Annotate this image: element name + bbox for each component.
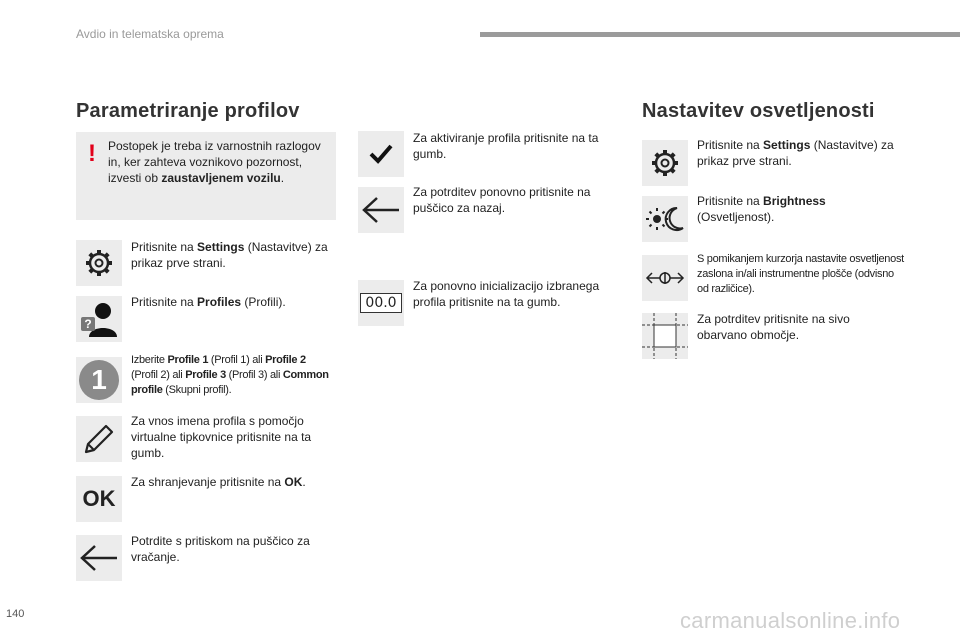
- brightness-slider[interactable]: [642, 255, 688, 301]
- ok-button[interactable]: [76, 476, 122, 522]
- step-select-profile-text: Izberite Profile 1 (Profil 1) ali Profile 2 (Profil 2) ali Profile 3 (Profil 3) ali Common profile (Skupni profil).: [131, 354, 329, 396]
- step-profiles-text: Pritisnite na Profiles (Profili).: [131, 295, 286, 309]
- reset-profile-button[interactable]: [358, 280, 404, 326]
- section-header: Avdio in telematska oprema: [76, 27, 224, 41]
- step-reset-text: Za ponovno inicializacijo izbranega profila pritisnite na ta gumb.: [413, 279, 600, 309]
- back-button[interactable]: [76, 535, 122, 581]
- back-arrow-icon: [79, 543, 119, 573]
- selection-area-icon: [642, 313, 688, 359]
- pencil-icon: [82, 422, 116, 456]
- activate-profile-button[interactable]: [358, 131, 404, 177]
- check-icon: [368, 143, 394, 165]
- warning-text: Postopek je treba iz varnostnih razlogov in, ker zahteva voznikovo pozornost, izvesti ob zaustavljenem vozilu.: [108, 139, 321, 185]
- edit-name-button[interactable]: [76, 416, 122, 462]
- step-brightness-settings-text: Pritisnite na Settings (Nastavitve) za prikaz prve strani.: [697, 138, 894, 168]
- step-save-text: Za shranjevanje pritisnite na OK.: [131, 475, 306, 489]
- gear-icon: [84, 248, 114, 278]
- step-activate-text: Za aktiviranje profila pritisnite na ta gumb.: [413, 131, 599, 161]
- profile-icon: [79, 299, 119, 339]
- heading-profiles: Parametriranje profilov: [76, 100, 300, 122]
- confirm-area-button[interactable]: [642, 313, 688, 359]
- number-badge-icon: 1: [79, 360, 119, 400]
- page-number: 140: [6, 608, 25, 620]
- step-back-text: Potrdite s pritiskom na puščico za vračanje.: [131, 534, 310, 564]
- watermark: carmanualsonline.info: [680, 608, 901, 633]
- reset-counter-icon: 00.0: [360, 293, 401, 313]
- svg-text:?: ?: [84, 317, 92, 331]
- profiles-button[interactable]: [76, 296, 122, 342]
- step-settings-text: Pritisnite na Settings (Nastavitve) za prikaz prve strani.: [131, 240, 328, 270]
- warning-box: [76, 132, 336, 220]
- brightness-button[interactable]: [642, 196, 688, 242]
- warning-icon: !: [88, 140, 96, 167]
- step-slider-text: S pomikanjem kurzorja nastavite osvetljenost zaslona in/ali instrumentne plošče (odvisno od različice).: [697, 253, 904, 295]
- heading-brightness: Nastavitev osvetljenosti: [642, 100, 875, 122]
- settings-button-brightness[interactable]: [642, 140, 688, 186]
- gear-icon: [650, 148, 680, 178]
- profile-number-button[interactable]: [76, 357, 122, 403]
- step-confirm-back-text: Za potrditev ponovno pritisnite na puščico za nazaj.: [413, 185, 591, 215]
- step-brightness-text: Pritisnite na Brightness (Osvetljenost).: [697, 194, 826, 224]
- step-confirm-area-text: Za potrditev pritisnite na sivo obarvano območje.: [697, 312, 850, 342]
- settings-button[interactable]: [76, 240, 122, 286]
- ok-icon: OK: [82, 486, 116, 511]
- slider-icon: [644, 268, 686, 288]
- back-arrow-icon: [361, 195, 401, 225]
- brightness-icon: [645, 205, 685, 233]
- step-edit-name-text: Za vnos imena profila s pomočjo virtualne tipkovnice pritisnite na ta gumb.: [131, 414, 312, 460]
- header-bar: [480, 32, 960, 37]
- confirm-back-button[interactable]: [358, 187, 404, 233]
